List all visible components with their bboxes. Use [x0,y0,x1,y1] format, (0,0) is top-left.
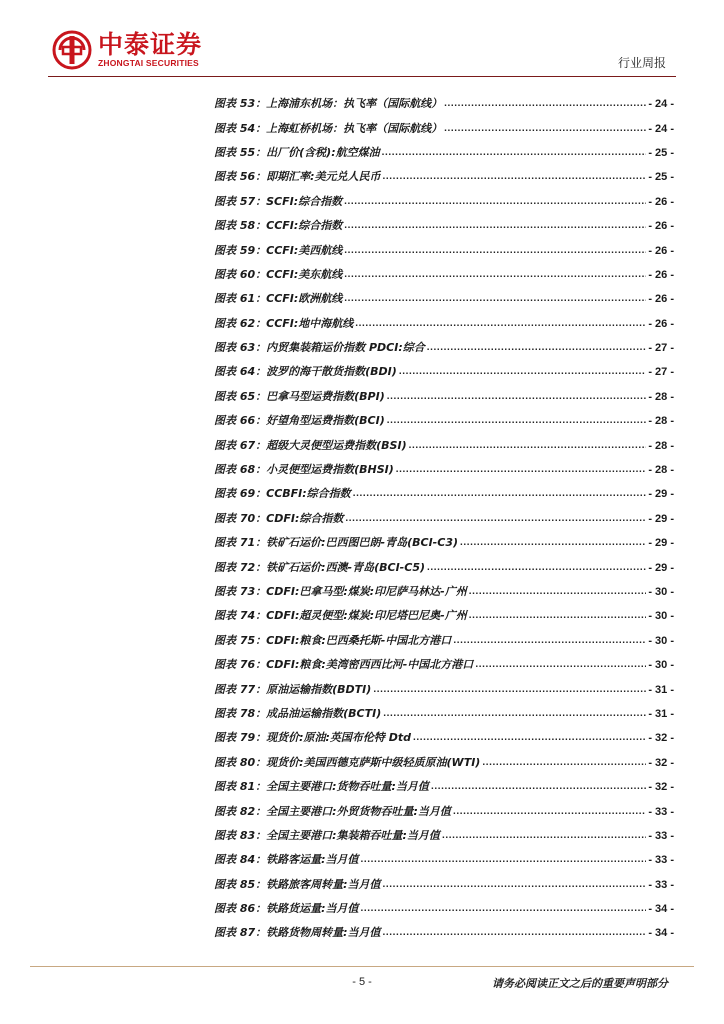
toc-entry-page: - 27 - [648,342,674,355]
toc-leader-dots [373,683,646,697]
toc-entry-page: - 29 - [648,488,674,501]
toc-leader-dots [482,756,646,770]
toc-entry-label: 图表 86：铁路货运量:当月值 [214,902,359,916]
toc-entry-page: - 31 - [648,683,674,696]
toc-leader-dots [344,219,646,233]
toc-entry[interactable] [214,677,674,701]
toc-entry-label: 图表 87：铁路货物周转量:当月值 [214,926,381,940]
toc-entry-page: - 26 - [648,195,674,208]
toc-entry-label: 图表 66：好望角型运费指数(BCI) [214,414,385,428]
toc-entry-label: 图表 83：全国主要港口:集装箱吞吐量:当月值 [214,828,440,842]
toc-leader-dots [345,512,646,526]
toc-entry[interactable] [214,604,674,628]
toc-leader-dots [444,97,646,111]
toc-entry-page: - 28 - [648,415,674,428]
toc-entry[interactable] [214,848,674,872]
toc-entry-page: - 29 - [648,561,674,574]
toc-leader-dots [344,244,646,258]
toc-entry[interactable] [214,287,674,311]
toc-entry[interactable] [214,312,674,336]
toc-entry-page: - 34 - [648,927,674,940]
toc-entry-page: - 33 - [648,829,674,842]
toc-entry[interactable] [214,824,674,848]
toc-entry[interactable] [214,653,674,677]
toc-leader-dots [453,805,646,819]
toc-entry-label: 图表 68：小灵便型运费指数(BHSI) [214,463,394,477]
toc-entry-label: 图表 63：内贸集装箱运价指数 PDCI:综合 [214,341,425,355]
logo-chinese-name: 中泰证券 [98,29,203,59]
toc-leader-dots [469,609,647,623]
toc-leader-dots [383,878,647,892]
toc-leader-dots [431,780,646,794]
toc-entry[interactable] [214,263,674,287]
toc-entry-page: - 30 - [648,659,674,672]
toc-entry[interactable] [214,92,674,116]
toc-entry[interactable] [214,141,674,165]
toc-entry-label: 图表 67：超级大灵便型运费指数(BSI) [214,438,407,452]
toc-entry[interactable] [214,507,674,531]
toc-entry[interactable] [214,775,674,799]
toc-entry-page: - 31 - [648,707,674,720]
toc-entry[interactable] [214,580,674,604]
toc-entry[interactable] [214,726,674,750]
toc-entry-page: - 32 - [648,781,674,794]
toc-entry-label: 图表 64：波罗的海干散货指数(BDI) [214,365,397,379]
toc-entry[interactable] [214,458,674,482]
toc-leader-dots [344,268,646,282]
toc-entry-page: - 26 - [648,268,674,281]
toc-leader-dots [453,634,646,648]
toc-entry-page: - 24 - [648,122,674,135]
toc-entry-page: - 34 - [648,903,674,916]
toc-entry-label: 图表 77：原油运输指数(BDTI) [214,682,372,696]
toc-entry-label: 图表 78：成品油运输指数(BCTI) [214,706,382,720]
toc-leader-dots [399,365,647,379]
toc-leader-dots [387,414,647,428]
toc-entry-label: 图表 60：CCFI:美东航线 [214,267,343,281]
toc-entry[interactable] [214,214,674,238]
toc-entry-page: - 32 - [648,732,674,745]
toc-entry-label: 图表 62：CCFI:地中海航线 [214,316,354,330]
toc-entry-label: 图表 59：CCFI:美西航线 [214,243,343,257]
toc-leader-dots [344,292,646,306]
toc-leader-dots [427,561,646,575]
toc-entry-page: - 28 - [648,390,674,403]
toc-leader-dots [469,585,647,599]
company-logo [52,30,232,70]
toc-entry-page: - 30 - [648,634,674,647]
toc-leader-dots [442,829,646,843]
header-divider [48,76,676,77]
table-of-figures [214,92,674,946]
toc-entry-page: - 28 - [648,464,674,477]
toc-entry[interactable] [214,873,674,897]
toc-entry-label: 图表 65：巴拿马型运费指数(BPI) [214,389,385,403]
toc-leader-dots [344,195,646,209]
toc-leader-dots [383,170,647,184]
toc-entry-label: 图表 58：CCFI:综合指数 [214,219,343,233]
toc-entry-label: 图表 76：CDFI:粮食:美湾密西西比河-中国北方港口 [214,658,474,672]
footer-disclaimer: 请务必阅读正文之后的重要声明部分 [492,977,668,990]
toc-entry[interactable] [214,799,674,823]
toc-entry-page: - 29 - [648,512,674,525]
toc-entry-label: 图表 72：铁矿石运价:西澳-青岛(BCI-C5) [214,560,425,574]
toc-entry-label: 图表 75：CDFI:粮食:巴西桑托斯-中国北方港口 [214,633,452,647]
toc-entry[interactable] [214,751,674,775]
toc-entry-page: - 33 - [648,854,674,867]
zhongtai-logo-icon [52,30,92,70]
toc-entry-label: 图表 79：现货价:原油:英国布伦特 Dtd [214,731,412,745]
toc-entry-label: 图表 81：全国主要港口:货物吞吐量:当月值 [214,780,429,794]
toc-entry-label: 图表 53：上海浦东机场：执飞率（国际航线） [214,97,443,111]
toc-entry[interactable] [214,336,674,360]
toc-entry[interactable] [214,897,674,921]
toc-entry-label: 图表 61：CCFI:欧洲航线 [214,292,343,306]
toc-entry-label: 图表 80：现货价:美国西德克萨斯中级轻质原油(WTI) [214,755,481,769]
toc-leader-dots [353,487,647,501]
toc-leader-dots [361,853,647,867]
toc-entry-page: - 25 - [648,171,674,184]
toc-entry-page: - 28 - [648,439,674,452]
toc-leader-dots [444,122,646,136]
toc-entry-page: - 25 - [648,146,674,159]
toc-entry[interactable] [214,190,674,214]
toc-leader-dots [382,146,647,160]
toc-entry[interactable] [214,409,674,433]
toc-entry[interactable] [214,629,674,653]
toc-entry-label: 图表 57：SCFI:综合指数 [214,194,343,208]
toc-entry-label: 图表 71：铁矿石运价:巴西图巴朗-青岛(BCI-C3) [214,536,458,550]
toc-entry-page: - 27 - [648,366,674,379]
toc-leader-dots [460,536,646,550]
toc-leader-dots [355,317,646,331]
toc-leader-dots [396,463,647,477]
toc-leader-dots [383,926,647,940]
page-header [0,0,724,80]
toc-entry-label: 图表 84：铁路客运量:当月值 [214,853,359,867]
toc-entry-page: - 29 - [648,537,674,550]
toc-entry-page: - 26 - [648,244,674,257]
toc-entry-label: 图表 70：CDFI:综合指数 [214,511,344,525]
toc-leader-dots [413,731,646,745]
toc-entry-page: - 26 - [648,220,674,233]
toc-entry[interactable] [214,165,674,189]
toc-entry[interactable] [214,921,674,945]
toc-entry-page: - 33 - [648,805,674,818]
toc-entry[interactable] [214,702,674,726]
toc-entry-label: 图表 85：铁路旅客周转量:当月值 [214,877,381,891]
toc-entry[interactable] [214,360,674,384]
footer-divider [30,966,694,967]
toc-leader-dots [387,390,647,404]
toc-leader-dots [409,439,647,453]
toc-entry-label: 图表 82：全国主要港口:外贸货物吞吐量:当月值 [214,804,451,818]
toc-entry[interactable] [214,555,674,579]
logo-english-name: ZHONGTAI SECURITIES [98,57,199,68]
toc-entry-page: - 32 - [648,756,674,769]
report-type-label: 行业周报 [617,56,666,70]
toc-entry-page: - 30 - [648,586,674,598]
toc-entry[interactable] [214,116,674,140]
toc-entry-page: - 33 - [648,878,674,891]
toc-entry-label: 图表 54：上海虹桥机场：执飞率（国际航线） [214,121,443,135]
toc-leader-dots [427,341,647,355]
toc-entry[interactable] [214,238,674,262]
toc-entry-label: 图表 55：出厂价(含税):航空煤油 [214,145,380,159]
toc-entry-label: 图表 74：CDFI:超灵便型:煤炭:印尼塔巴尼奥-广州 [214,609,467,623]
toc-entry-page: - 30 - [648,610,674,623]
toc-entry[interactable] [214,482,674,506]
toc-entry-label: 图表 73：CDFI:巴拿马型:煤炭:印尼萨马林达-广州 [214,585,467,598]
toc-leader-dots [383,707,646,721]
toc-entry[interactable] [214,433,674,457]
toc-entry-page: - 26 - [648,317,674,330]
toc-entry-page: - 24 - [648,98,674,111]
toc-entry[interactable] [214,531,674,555]
page-number: - 5 - [352,976,372,988]
toc-entry-label: 图表 56：即期汇率:美元兑人民币 [214,170,381,184]
toc-leader-dots [361,902,647,916]
toc-leader-dots [475,658,646,672]
toc-entry-label: 图表 69：CCBFI:综合指数 [214,487,351,501]
toc-entry-page: - 26 - [648,293,674,306]
toc-entry[interactable] [214,385,674,409]
